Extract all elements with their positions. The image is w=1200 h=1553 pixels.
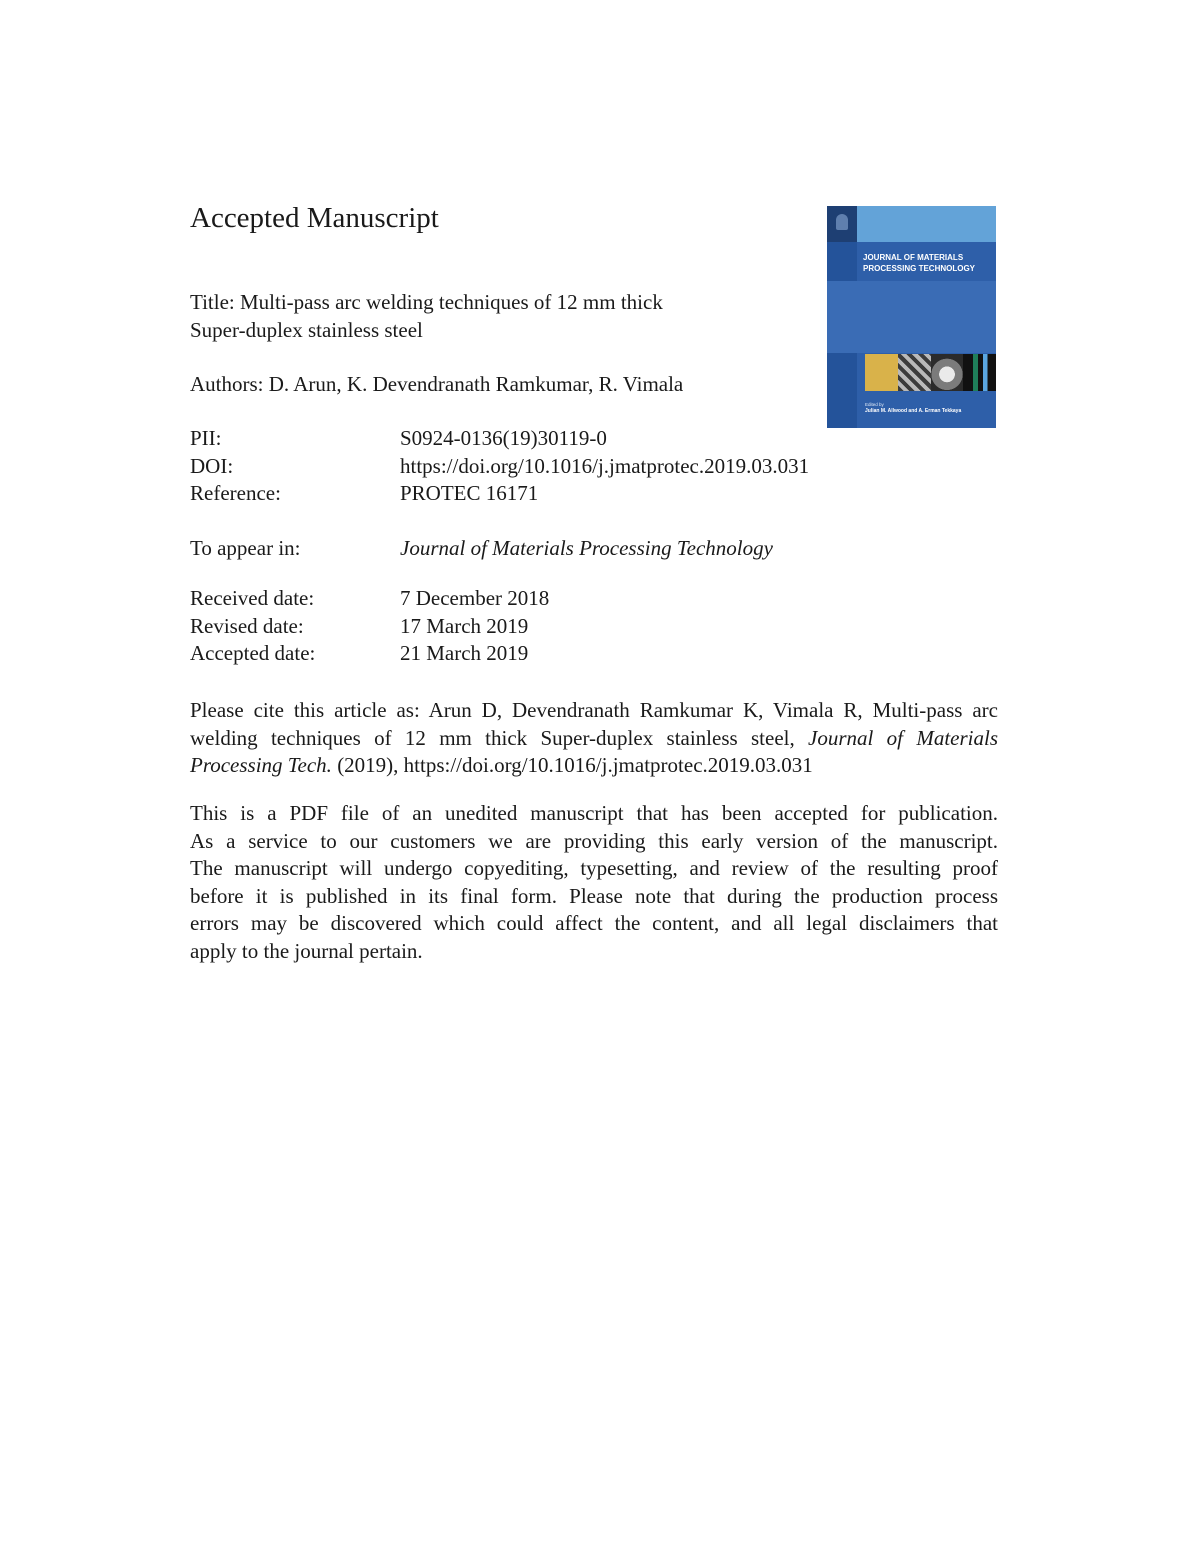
cover-photo <box>865 354 898 391</box>
appear-label: To appear in: <box>190 536 301 560</box>
received-row <box>190 585 549 613</box>
citation-paragraph <box>190 697 998 780</box>
doi-label: DOI: <box>190 453 234 478</box>
citation-doi-link[interactable]: (2019), https://doi.org/10.1016/j.jmatprotec.2019.03.031 <box>337 753 813 777</box>
notice-line: This is a PDF file of an unedited manuscript that has been accepted for publication. <box>190 801 998 825</box>
citation-journal-part-2: Processing Tech. <box>190 753 332 777</box>
citation-line-3 <box>190 752 998 780</box>
doi-row <box>190 453 809 481</box>
revised-value: 17 March 2019 <box>400 613 529 638</box>
journal-cover-image <box>827 206 996 428</box>
tree-logo-icon <box>836 214 848 230</box>
notice-paragraph <box>190 800 998 965</box>
received-label: Received date: <box>190 586 315 610</box>
citation-line-1: Please cite this article as: Arun D, Devendranath Ramkumar K, Vimala R, Multi-pass arc <box>190 698 998 722</box>
cover-editors: Julian M. Allwood and A. Erman Tekkaya <box>865 408 962 414</box>
cover-journal-title <box>863 252 975 274</box>
page-heading: Accepted Manuscript <box>190 202 439 234</box>
appear-block <box>190 535 773 563</box>
appear-row <box>190 535 773 563</box>
revised-row <box>190 613 549 641</box>
accepted-value: 21 March 2019 <box>400 641 529 665</box>
reference-value: PROTEC 16171 <box>400 481 539 505</box>
cover-edited-by: Edited by <box>865 402 884 407</box>
article-title <box>190 288 663 344</box>
reference-label: Reference: <box>190 481 281 505</box>
cover-photo <box>963 354 996 391</box>
cover-photo <box>898 354 931 391</box>
journal-name: Journal of Materials Processing Technology <box>400 536 773 560</box>
cover-journal-title-line-2: PROCESSING TECHNOLOGY <box>863 264 976 273</box>
cover-image-strip <box>865 354 996 391</box>
accepted-row <box>190 640 549 668</box>
cover-middle-band <box>827 281 996 353</box>
citation-journal-part-1: Journal of Materials <box>808 725 998 750</box>
notice-line: before it is published in its final form. Please note that during the production process <box>190 883 998 908</box>
notice-line: errors may be discovered which could affect the content, and all legal disclaimers that <box>190 911 998 935</box>
authors: Authors: D. Arun, K. Devendranath Ramkumar, R. Vimala <box>190 372 684 396</box>
notice-line: apply to the journal pertain. <box>190 938 423 963</box>
doi-link[interactable]: https://doi.org/10.1016/j.jmatprotec.2019.03.031 <box>400 453 810 478</box>
revised-label: Revised date: <box>190 613 304 638</box>
received-value: 7 December 2018 <box>400 586 550 610</box>
identifiers-block <box>190 425 809 508</box>
pii-label: PII: <box>190 426 222 450</box>
cover-photo <box>931 354 964 391</box>
dates-block <box>190 585 549 668</box>
notice-line: As a service to our customers we are providing this early version of the manuscript. <box>190 828 998 853</box>
cover-journal-title-line-1: JOURNAL OF MATERIALS <box>863 253 964 262</box>
pii-value: S0924-0136(19)30119-0 <box>400 426 607 450</box>
citation-line-2-text: welding techniques of 12 mm thick Super-duplex stainless steel, <box>190 725 795 750</box>
reference-row <box>190 480 809 508</box>
accepted-label: Accepted date: <box>190 641 316 665</box>
notice-line: The manuscript will undergo copyediting, typesetting, and review of the resulting proof <box>190 856 998 880</box>
article-title-line-2: Super-duplex stainless steel <box>190 318 423 342</box>
article-title-line-1: Title: Multi-pass arc welding techniques of 12 mm thick <box>190 290 663 314</box>
pii-row <box>190 425 809 453</box>
citation-line-2 <box>190 725 998 753</box>
publisher-logo <box>827 206 857 242</box>
